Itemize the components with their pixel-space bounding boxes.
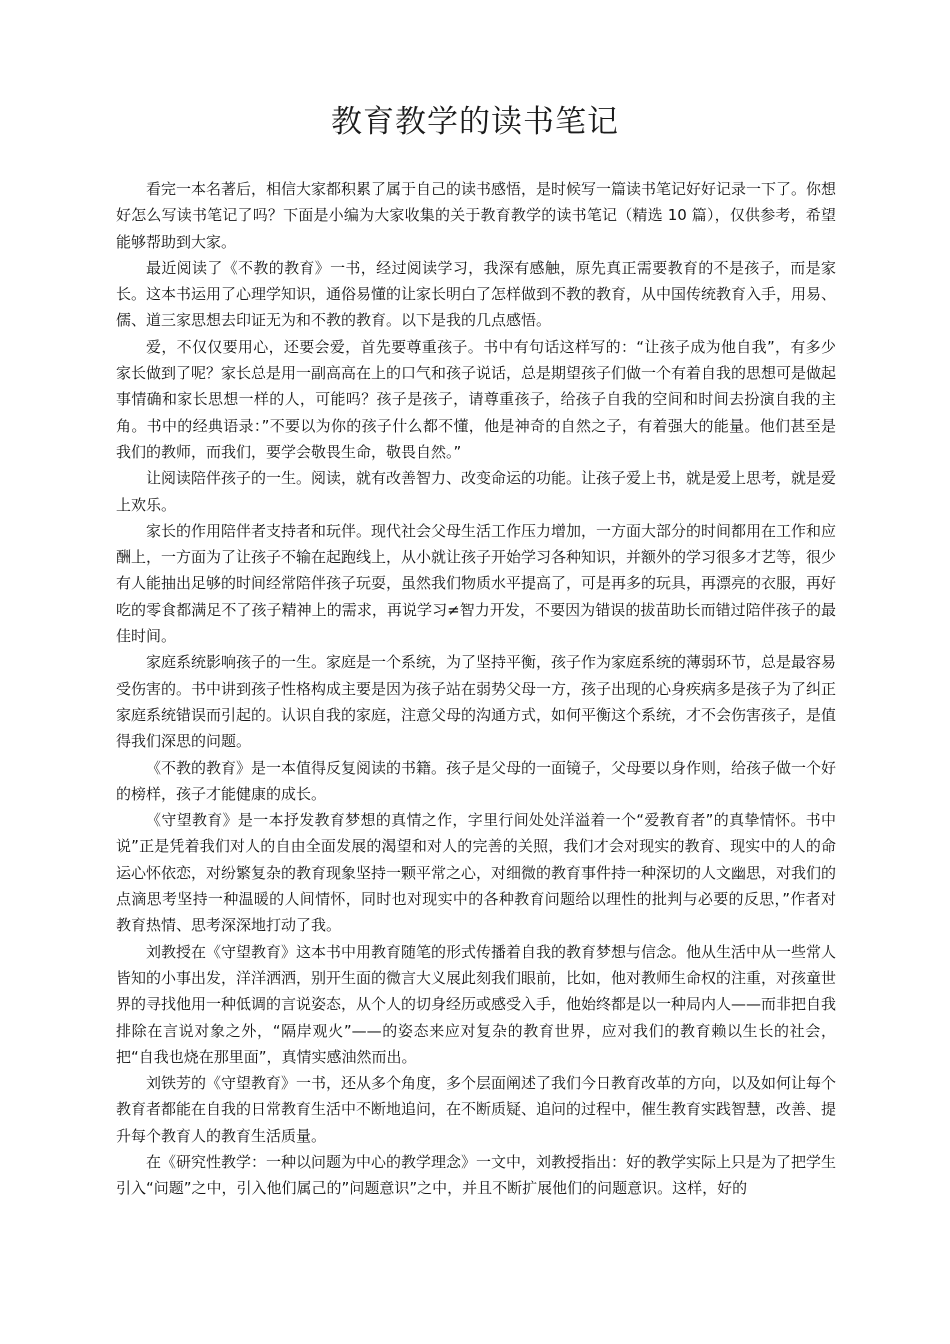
paragraph: 家庭系统影响孩子的一生。家庭是一个系统，为了坚持平衡，孩子作为家庭系统的薄弱环节，总是最容易受伤害的。书中讲到孩子性格构成主要是因为孩子站在弱势父母一方，孩子出现的心身疾病多是孩子为了纠正家庭系统错误而引起的。认识自我的家庭，注意父母的沟通方式，如何平衡这个系统，才不会伤害孩子，是值得我们深思的问题。: [116, 653, 837, 751]
paragraph: 最近阅读了《不教的教育》一书，经过阅读学习，我深有感触，原先真正需要教育的不是孩子，而是家长。这本书运用了心理学知识，通俗易懂的让家长明白了怎样做到不教的教育，从中国传统教育入手，用易、儒、道三家思想去印证无为和不教的教育。以下是我的几点感悟。: [116, 258, 837, 330]
paragraph: 在《研究性教学：一种以问题为中心的教学理念》一文中，刘教授指出：好的教学实际上只是为了把学生引入“问题”之中，引入他们属己的”问题意识”之中，并且不断扩展他们的问题意识。这样，好的: [116, 1152, 837, 1198]
paragraph: 刘铁芳的《守望教育》一书，还从多个角度，多个层面阐述了我们今日教育改革的方向，以及如何让每个教育者都能在自我的日常教育生活中不断地追问，在不断质疑、追问的过程中，催生教育实践智慧，改善、提升每个教育人的教育生活质量。: [116, 1074, 837, 1145]
paragraph-intro: 看完一本名著后，相信大家都积累了属于自己的读书感悟，是时候写一篇读书笔记好好记录一下了。你想好怎么写读书笔记了吗？下面是小编为大家收集的关于教育教学的读书笔记（精选 10 篇），仅供参考，希望能够帮助到大家。: [116, 180, 837, 251]
paragraph: 《不教的教育》是一本值得反复阅读的书籍。孩子是父母的一面镜子，父母要以身作则，给孩子做一个好的榜样，孩子才能健康的成长。: [116, 758, 837, 803]
paragraph: 让阅读陪伴孩子的一生。阅读，就有改善智力、改变命运的功能。让孩子爱上书，就是爱上思考，就是爱上欢乐。: [116, 469, 837, 514]
document-title: 教育教学的读书笔记: [331, 104, 619, 140]
paragraph: 刘教授在《守望教育》这本书中用教育随笔的形式传播着自我的教育梦想与信念。他从生活中从一些常人皆知的小事出发，洋洋洒洒，别开生面的微言大义展此刻我们眼前，比如，他对教师生命权的注重，对孩童世界的寻找他用一种低调的言说姿态，从个人的切身经历或感受入手，他始终都是以一种局内人——而非把自我排除在言说对象之外，“隔岸观火”——的姿态来应对复杂的教育世界，应对我们的教育赖以生长的社会，把“自我也烧在那里面”，真情实感油然而出。: [116, 942, 837, 1066]
paragraph: 爱，不仅仅要用心，还要会爱，首先要尊重孩子。书中有句话这样写的：“让孩子成为他自我”，有多少家长做到了呢？家长总是用一副高高在上的口气和孩子说话，总是期望孩子们做一个有着自我的思想可是做起事情确和家长思想一样的人，可能吗？孩子是孩子，请尊重孩子，给孩子自我的空间和时间去扮演自我的主角。书中的经典语录：”不要以为你的孩子什么都不懂，他是神奇的自然之子，有着强大的能量。他们甚至是我们的教师，而我们，要学会敬畏生命，敬畏自然。”: [116, 337, 837, 461]
paragraph: 家长的作用陪伴者支持者和玩伴。现代社会父母生活工作压力增加，一方面大部分的时间都用在工作和应酬上，一方面为了让孩子不输在起跑线上，从小就让孩子开始学习各种知识，并额外的学习很多才艺等，很少有人能抽出足够的时间经常陪伴孩子玩耍，虽然我们物质水平提高了，可是再多的玩具，再漂亮的衣服，再好吃的零食都满足不了孩子精神上的需求，再说学习≠智力开发，不要因为错误的拔苗助长而错过陪伴孩子的最佳时间。: [116, 521, 837, 646]
paragraph: 《守望教育》是一本抒发教育梦想的真情之作，字里行间处处洋溢着一个“爱教育者”的真挚情怀。书中说”正是凭着我们对人的自由全面发展的渴望和对人的完善的关照，我们才会对现实的教育、现实中的人的命运心怀依恋，对纷繁复杂的教育现象坚持一颗平常之心，对细微的教育事件持一种深切的人文幽思，对我们的点滴思考坚持一种温暖的人间情怀，同时也对现实中的各种教育问题给以理性的批判与必要的反思，”作者对教育热情、思考深深地打动了我。: [116, 811, 837, 935]
document-body: [116, 176, 836, 1202]
